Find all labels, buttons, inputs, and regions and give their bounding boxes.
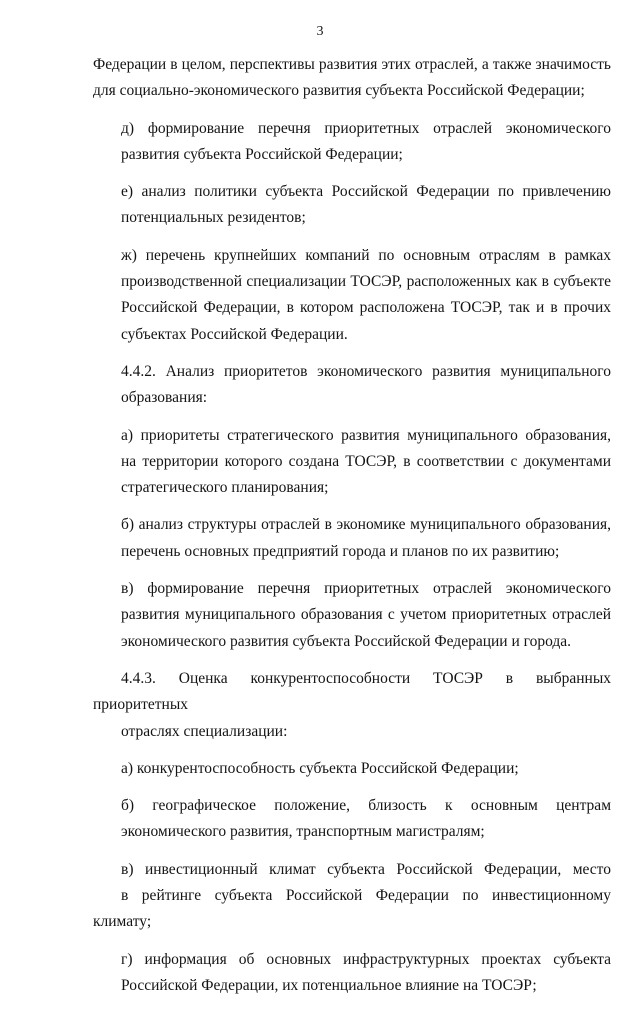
- paragraph: [93, 179, 611, 232]
- text-line: е) анализ политики субъекта Российской Федерации по привлечению: [121, 183, 611, 201]
- paragraph: [93, 359, 611, 412]
- paragraph: [93, 52, 611, 105]
- text-line: в) инвестиционный климат субъекта Российской Федерации, место: [121, 860, 611, 878]
- text-line: 4.4.2. Анализ приоритетов экономического развития муниципального: [121, 362, 611, 380]
- text-line: Российской Федерации, их потенциальное влияние на ТОСЭР;: [121, 976, 537, 994]
- text-line: стратегического планирования;: [121, 479, 329, 497]
- text-line: субъектах Российской Федерации.: [121, 325, 348, 343]
- text-line: развития субъекта Российской Федерации;: [121, 145, 403, 163]
- paragraph: [93, 666, 611, 745]
- paragraph: [93, 243, 611, 348]
- text-line: а) конкурентоспособность субъекта Российской Федерации;: [121, 759, 519, 777]
- paragraph: [93, 947, 611, 1000]
- paragraph: [93, 512, 611, 565]
- paragraph: [93, 756, 611, 782]
- text-line: отраслях специализации:: [121, 722, 288, 740]
- text-line: в) формирование перечня приоритетных отраслей экономического: [121, 580, 611, 598]
- text-line: Федерации в целом, перспективы развития этих отраслей, а также значимость: [93, 56, 611, 73]
- text-line: б) географическое положение, близость к основным центрам: [121, 797, 611, 815]
- text-line: ж) перечень крупнейших компаний по основным отраслям в рамках: [121, 246, 611, 264]
- text-line: Российской Федерации, в котором расположена ТОСЭР, так и в прочих: [121, 299, 611, 317]
- text-line: образования:: [121, 389, 208, 407]
- text-line: экономического развития, транспортным магистралям;: [121, 823, 485, 841]
- paragraph: [93, 576, 611, 655]
- text-line: в рейтинге субъекта Российской Федерации по инвестиционному климату;: [93, 887, 611, 931]
- paragraph: [93, 793, 611, 846]
- paragraph: [93, 116, 611, 169]
- text-line: д) формирование перечня приоритетных отраслей экономического: [121, 119, 611, 137]
- text-line: потенциальных резидентов;: [121, 209, 306, 227]
- text-line: экономического развития субъекта Российской Федерации и города.: [121, 632, 572, 650]
- text-line: б) анализ структуры отраслей в экономике муниципального образования,: [121, 516, 611, 534]
- text-line: развития муниципального образования с учетом приоритетных отраслей: [121, 606, 611, 624]
- text-line: производственной специализации ТОСЭР, расположенных как в субъекте: [121, 273, 611, 291]
- paragraph: [93, 857, 611, 936]
- document-body: [93, 52, 611, 1010]
- text-line: 4.4.3. Оценка конкурентоспособности ТОСЭР в выбранных приоритетных: [93, 669, 611, 714]
- text-line: перечень основных предприятий города и планов по их развитию;: [121, 542, 560, 560]
- text-line: на территории которого создана ТОСЭР, в соответствии с документами: [121, 452, 611, 470]
- page-number: 3: [316, 24, 324, 39]
- text-line: г) информация об основных инфраструктурных проектах субъекта: [121, 950, 611, 968]
- text-line: для социально-экономического развития субъекта Российской Федерации;: [93, 82, 585, 100]
- text-line: а) приоритеты стратегического развития муниципального образования,: [121, 426, 611, 444]
- paragraph: [93, 423, 611, 502]
